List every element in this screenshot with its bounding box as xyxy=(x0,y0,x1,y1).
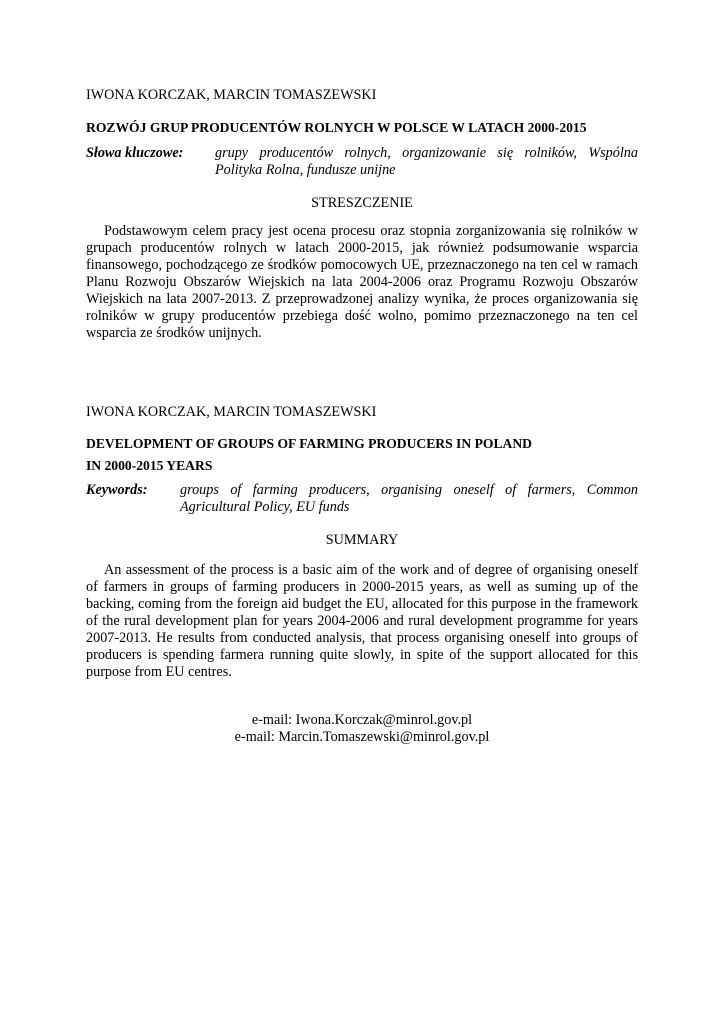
keywords-text-pl: grupy producentów rolnych, organizowanie się rolników, Wspólna Polityka Rolna, fundusze unijne xyxy=(215,145,638,178)
title-pl: ROZWÓJ GRUP PRODUCENTÓW ROLNYCH W POLSCE W LATACH 2000-2015 xyxy=(86,120,587,135)
keywords-en xyxy=(86,482,638,516)
keywords-text-en: groups of farming producers, organising oneself of farmers, Common Agricultural Policy, EU funds xyxy=(180,482,638,515)
abstract-pl: Podstawowym celem pracy jest ocena procesu oraz stopnia zorganizowania się rolników w grupach producentów rolnych w latach 2000-2015, jak również podsumowanie wsparcia finansowego, pochodzącego ze środków pomocowych UE, przeznaczonego na ten cel w ramach Planu Rozwoju Obszarów Wiejskich na lata 2004-2006 oraz Programu Rozwoju Obszarów Wiejskich na lata 2007-2013. Z przeprowadzonej analizy wynika, że proces organizowania się rolników w grupy producentów przebiega dość wolno, pomimo przeznaczonego na ten cel wsparcia ze środków unijnych. xyxy=(86,223,638,341)
title-en-line1: DEVELOPMENT OF GROUPS OF FARMING PRODUCERS IN POLAND xyxy=(86,436,532,451)
section-heading-en: SUMMARY xyxy=(325,532,399,548)
contact-emails xyxy=(86,712,638,746)
abstract-en: An assessment of the process is a basic aim of the work and of degree of organising oneself of farmers in groups of farming producers in 2000-2015 years, as well as suming up of the backing, coming from the foreign aid budget the EU, allocated for this purpose in the framework of the rural development plan for years 2004-2006 and rural development programme for years 2007-2013. He results from conducted analysis, that process organising oneself into groups of producers is spending farmera running quite slowly, in spite of the support allocated for this purpose from EU centres. xyxy=(86,562,638,680)
keywords-pl xyxy=(86,145,638,179)
section-heading-pl: STRESZCZENIE xyxy=(311,195,413,211)
email-tomaszewski: e-mail: Marcin.Tomaszewski@minrol.gov.pl xyxy=(234,729,490,745)
title-en-line2: IN 2000-2015 YEARS xyxy=(86,458,213,473)
authors-en: IWONA KORCZAK, MARCIN TOMASZEWSKI xyxy=(86,404,377,420)
email-korczak: e-mail: Iwona.Korczak@minrol.gov.pl xyxy=(251,712,473,728)
keywords-label-pl: Słowa kluczowe: xyxy=(86,145,184,161)
authors-pl: IWONA KORCZAK, MARCIN TOMASZEWSKI xyxy=(86,87,377,103)
keywords-label-en: Keywords: xyxy=(86,482,148,498)
